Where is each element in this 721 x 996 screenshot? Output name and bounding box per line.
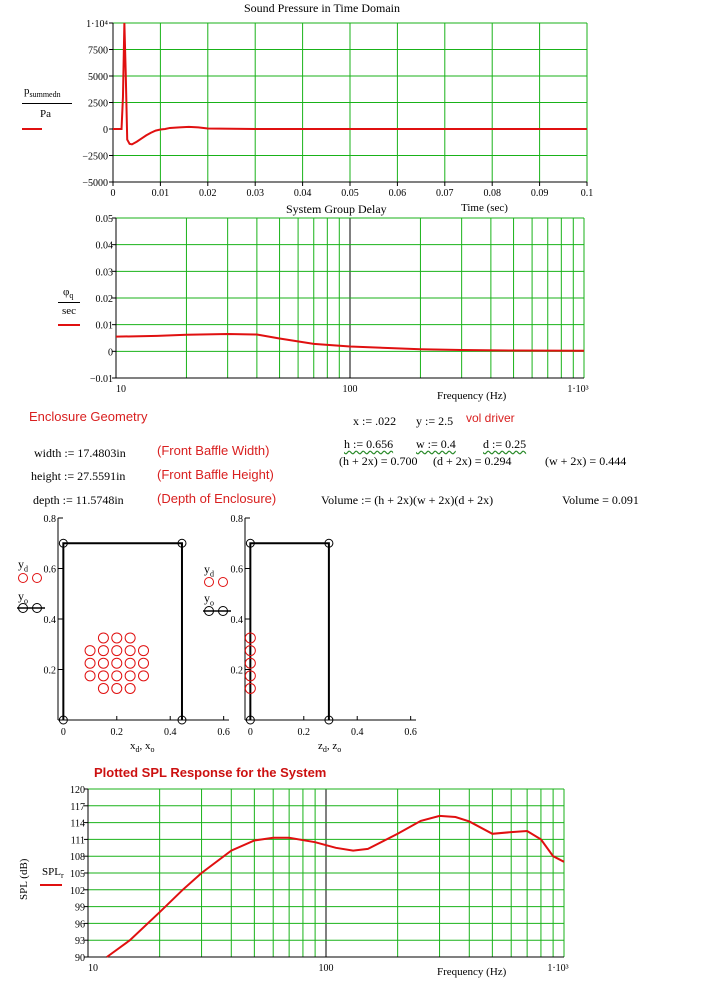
chart1-xtick-label: 0.03: [246, 188, 264, 199]
x-equation: x := .022: [353, 414, 397, 428]
front-xtick-label: 0.4: [163, 727, 177, 738]
spl-legend-label: $SPL_r$: [42, 866, 64, 881]
side-xtick-label: 0.6: [404, 727, 417, 738]
h-equation: h := 0.656: [344, 437, 394, 451]
volume-result: Volume = 0.091: [562, 493, 639, 507]
chart1-ylabel-top: $p_{summedn}$: [24, 85, 61, 100]
side-ytick-label: 0.2: [230, 665, 243, 677]
chart1-xtick-label: 0.08: [483, 188, 501, 199]
chart1-xtick-label: 0: [110, 188, 116, 199]
spl-xtick-label: 1·10³: [547, 963, 569, 974]
chart1-ytick-label: 7500: [88, 45, 108, 57]
y-equation: y := 2.5: [416, 414, 454, 428]
chart2-ylabel-top: $\varphi_q$: [63, 286, 74, 301]
geometry-title: Enclosure Geometry: [29, 409, 148, 424]
spl-series-line: [107, 816, 564, 957]
spl-ytick-label: 102: [70, 885, 85, 897]
front-ytick-label: 0.2: [43, 665, 56, 677]
h2x-result: (h + 2x) = 0.700: [339, 454, 418, 468]
width-note: (Front Baffle Width): [157, 443, 270, 458]
chart2-xtick-label: 1·10³: [567, 384, 589, 395]
spl-title: Plotted SPL Response for the System: [94, 765, 327, 780]
chart1-xtick-label: 0.07: [436, 188, 454, 199]
chart2-ytick-label: 0.03: [95, 267, 113, 279]
chart1-ytick-label: 0: [103, 125, 108, 136]
spl-ytick-label: 99: [75, 902, 85, 914]
chart1-xtick-label: 0.09: [530, 188, 549, 199]
chart2-xtick-label: 10: [116, 384, 126, 395]
chart1-title: Sound Pressure in Time Domain: [244, 1, 401, 15]
side-xtick-label: 0.2: [297, 727, 311, 738]
spl-ytick-label: 120: [70, 785, 85, 796]
chart2-xlabel: Frequency (Hz): [437, 390, 507, 402]
volume-definition: Volume := (h + 2x)(w + 2x)(d + 2x): [321, 493, 494, 507]
spl-xlabel: Frequency (Hz): [437, 966, 507, 978]
height-equation: height := 27.5591in: [31, 469, 126, 483]
w2x-result: (w + 2x) = 0.444: [545, 454, 627, 468]
spl-ytick-label: 114: [70, 818, 85, 830]
spl-ytick-label: 105: [70, 869, 85, 880]
w-equation: w := 0.4: [416, 437, 456, 451]
chart2-ytick-label: 0.05: [95, 214, 113, 225]
chart2-ytick-label: 0.02: [95, 294, 113, 305]
chart1-xtick-label: 0.05: [341, 188, 359, 199]
side-xtick-label: 0: [247, 727, 253, 738]
front-ytick-label: 0.4: [43, 615, 56, 626]
chart2-title: System Group Delay: [286, 202, 387, 216]
d-equation: d := 0.25: [483, 437, 527, 451]
depth-note: (Depth of Enclosure): [157, 491, 277, 506]
chart1-ytick-label: 1·10⁴: [86, 19, 108, 30]
chart2-ytick-label: 0.04: [95, 240, 113, 252]
chart1-xtick-label: 0.06: [388, 188, 407, 199]
spl-ytick-label: 111: [70, 835, 85, 847]
chart1-ytick-label: −2500: [82, 151, 108, 163]
front-legend-yo: $y_o$: [18, 589, 28, 606]
chart1-ytick-label: −5000: [82, 178, 108, 189]
chart1-xtick-label: 0.1: [580, 188, 594, 199]
chart2-ylabel-bottom: sec: [62, 305, 77, 317]
spl-ytick-label: 108: [70, 852, 85, 864]
spl-xtick-label: 100: [318, 963, 334, 974]
spl-xtick-label: 10: [88, 963, 98, 974]
chart1-xlabel: Time (sec): [461, 202, 508, 214]
vol-driver-label: vol driver: [466, 411, 515, 425]
front-xtick-label: 0: [60, 727, 66, 738]
spl-ylabel: SPL (dB): [18, 858, 30, 900]
chart2-ytick-label: 0: [108, 347, 113, 359]
depth-equation: depth := 11.5748in: [33, 493, 124, 507]
side-ytick-label: 0.4: [230, 615, 243, 626]
chart1-xtick-label: 0.02: [199, 188, 217, 199]
width-equation: width := 17.4803in: [34, 446, 126, 460]
side-ytick-label: 0.6: [230, 564, 243, 576]
front-legend-yd: $y_d$: [18, 557, 28, 574]
height-note: (Front Baffle Height): [157, 467, 274, 482]
chart2-ytick-label: 0.01: [95, 320, 113, 332]
chart1-ytick-label: 5000: [88, 72, 108, 83]
chart1-ylabel-bottom: Pa: [40, 108, 51, 120]
side-xtick-label: 0.4: [350, 727, 364, 738]
spl-ytick-label: 96: [75, 919, 85, 931]
spl-ytick-label: 90: [75, 953, 85, 964]
chart2-xtick-label: 100: [342, 384, 358, 395]
chart2-ytick-label: −0.01: [89, 374, 113, 385]
front-ytick-label: 0.6: [43, 564, 56, 576]
spl-ytick-label: 93: [75, 936, 85, 948]
front-ytick-label: 0.8: [43, 514, 56, 525]
front-xlabel: $x_d$, $x_o$: [130, 740, 155, 755]
side-ytick-label: 0.8: [230, 514, 243, 525]
chart1-ytick-label: 2500: [88, 98, 108, 110]
front-xtick-label: 0.2: [110, 727, 124, 738]
side-legend-yo: $y_o$: [204, 591, 214, 608]
chart1-xtick-label: 0.01: [151, 188, 170, 199]
d2x-result: (d + 2x) = 0.294: [433, 454, 512, 468]
chart1-xtick-label: 0.04: [293, 188, 312, 199]
side-xlabel: $z_d$, $z_o$: [318, 740, 342, 755]
side-legend-yd: $y_d$: [204, 562, 214, 579]
spl-ytick-label: 117: [70, 801, 85, 813]
front-xtick-label: 0.6: [217, 727, 230, 738]
